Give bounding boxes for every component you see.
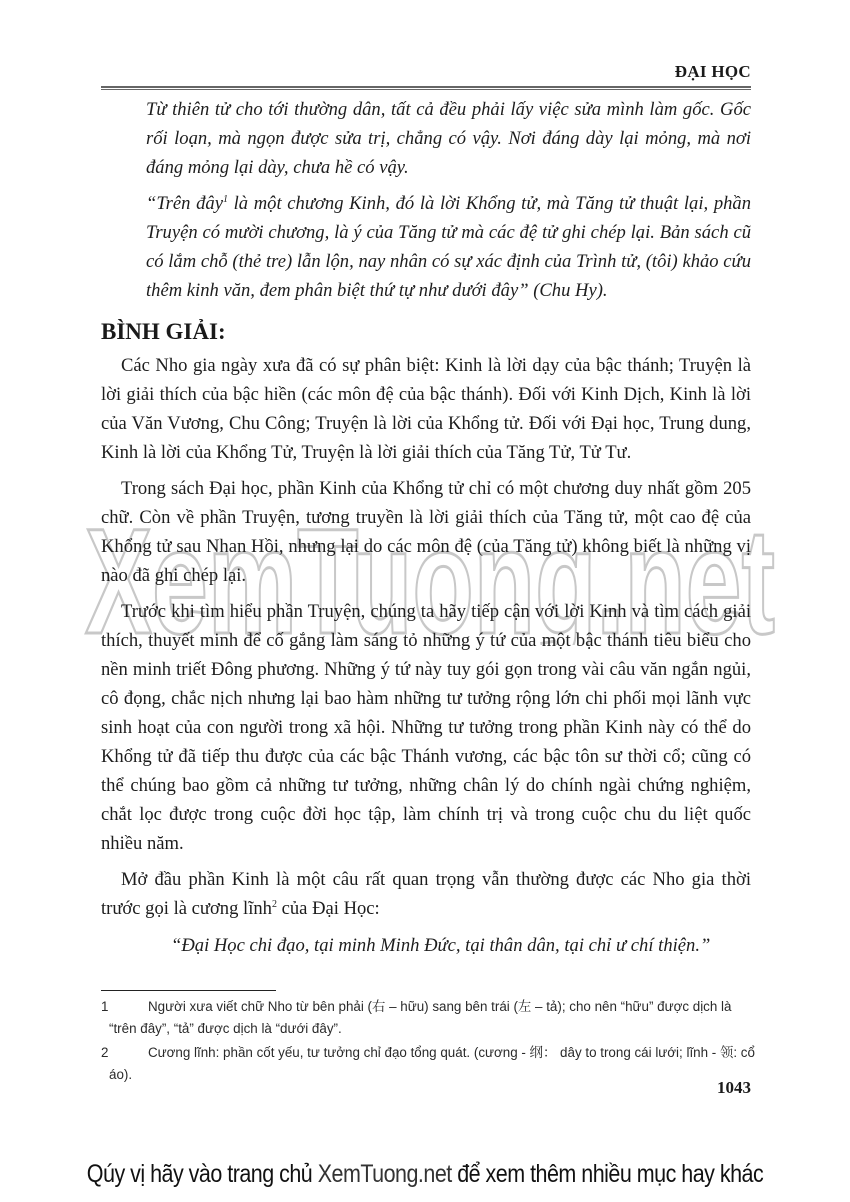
promo-banner [60,1160,791,1189]
page-number: 1043 [717,1078,751,1097]
promo-text-after: để xem thêm nhiều mục hay khác [451,1160,764,1188]
footnotes [101,996,756,1088]
body-paragraph: Trong sách Đại học, phần Kinh của Khổng tử chỉ có một chương duy nhất gồm 205 chữ. Còn về phần Truyện, tương truyền là lời giải thích của Tăng tử, một cao đệ của Khổng tử sau Nhan Hồi, nhưng lại do các môn đệ (của Tăng tử) không biết là những vị nào đã ghi chép lại. [101,478,751,586]
quote-paragraph-chu-hy [146,189,751,305]
promo-text-before: Qúy vị hãy vào trang chủ [86,1160,318,1188]
footnote-text: Cương lĩnh: phần cốt yếu, tư tưởng chỉ đạo tổng quát. (cương - 纲： dây to trong cái lưới; lĩnh - 领: cổ áo). [109,1045,755,1082]
watermark-text: XemTuong.net [85,515,775,645]
footnote-ref-2[interactable]: 2 [271,898,277,910]
footnote-number: 1 [101,999,109,1014]
epigraph-quote: “Đại Học chi đạo, tại minh Minh Đức, tại thân dân, tại chỉ ư chí thiện.” [171,935,711,956]
quote-paragraph: Từ thiên tử cho tới thường dân, tất cả đều phải lấy việc sửa mình làm gốc. Gốc rối loạn, mà ngọn được sửa trị, chẳng có vậy. Nơi đáng dày lại mỏng, mà nơi đáng mỏng lại dày, chưa hề có vậy. [146,99,751,178]
footnote-1 [101,996,756,1040]
body-paragraph-cuong-linh [101,865,751,923]
body-paragraph: Các Nho gia ngày xưa đã có sự phân biệt: Kinh là lời dạy của bậc thánh; Truyện là lời giải thích của bậc hiền (các môn đệ của bậc thánh). Đối với Kinh Dịch, Kinh là lời của Văn Vương, Chu Công; Truyện là lời của Khổng tử. Đối với Đại học, Trung dung, Kinh là lời của Khổng Tử, Truyện là lời giải thích của Tăng Tử, Tử Tư. [101,355,751,463]
running-head-title: ĐẠI HỌC [674,62,751,81]
quote-text-rest: là một chương Kinh, đó là lời Khổng tử, mà Tăng tử thuật lại, phần Truyện có mười chương, là ý của Tăng tử mà các đệ tử ghi chép lại. Bản sách cũ có lắm chỗ (thẻ tre) lẫn lộn, nay nhân có sự xác định của Trình tử, (tôi) khảo cứu thêm kinh văn, đem phân biệt thứ tự như dưới đây” (Chu Hy). [146,193,752,301]
body-paragraph: Trước khi tìm hiểu phần Truyện, chúng ta hãy tiếp cận với lời Kinh và tìm cách giải thích, thuyết minh để cố gắng làm sáng tỏ những ý tứ của một bậc thánh tiêu biểu cho nền minh triết Đông phương. Những ý tứ này tuy gói gọn trong vài câu văn ngắn ngủi, cô đọng, chắc nịch nhưng lại bao hàm những tư tưởng rộng lớn chi phối mọi lãnh vực sinh hoạt của con người trong xã hội. Những tư tưởng trong phần Kinh này có thể do Khổng tử đã tiếp thu được của các bậc Thánh vương, các bậc tôn sư thời cổ; cũng có thể chúng bao gồm cả những tư tưởng, những chân lý do chính ngài chứng nghiệm, chắt lọc được trong cuộc đời học tập, làm chính trị và trong cuộc chu du liệt quốc nhiều năm. [101,601,751,854]
footnote-number: 2 [101,1045,109,1060]
body-text-end: của Đại Học: [276,898,380,919]
promo-site-link[interactable]: XemTuong.net [317,1160,452,1188]
main-content [101,95,751,960]
section-heading: BÌNH GIẢI: [101,319,226,344]
header-double-rule [101,86,751,90]
classic-quote [101,95,751,305]
footnote-ref-1[interactable]: 1 [222,193,228,205]
body-text-start: Mở đầu phần Kinh là một câu rất quan trọng vẫn thường được các Nho gia thời trước gọi là cương lĩnh [101,869,751,919]
footnote-text: Người xưa viết chữ Nho từ bên phải (右 – hữu) sang bên trái (左 – tả); cho nên “hữu” được dịch là “trên đây”, “tả” được dịch là “dưới đây”. [109,999,732,1036]
footnote-separator [101,990,276,991]
quote-text-start: “Trên đây [146,193,223,214]
